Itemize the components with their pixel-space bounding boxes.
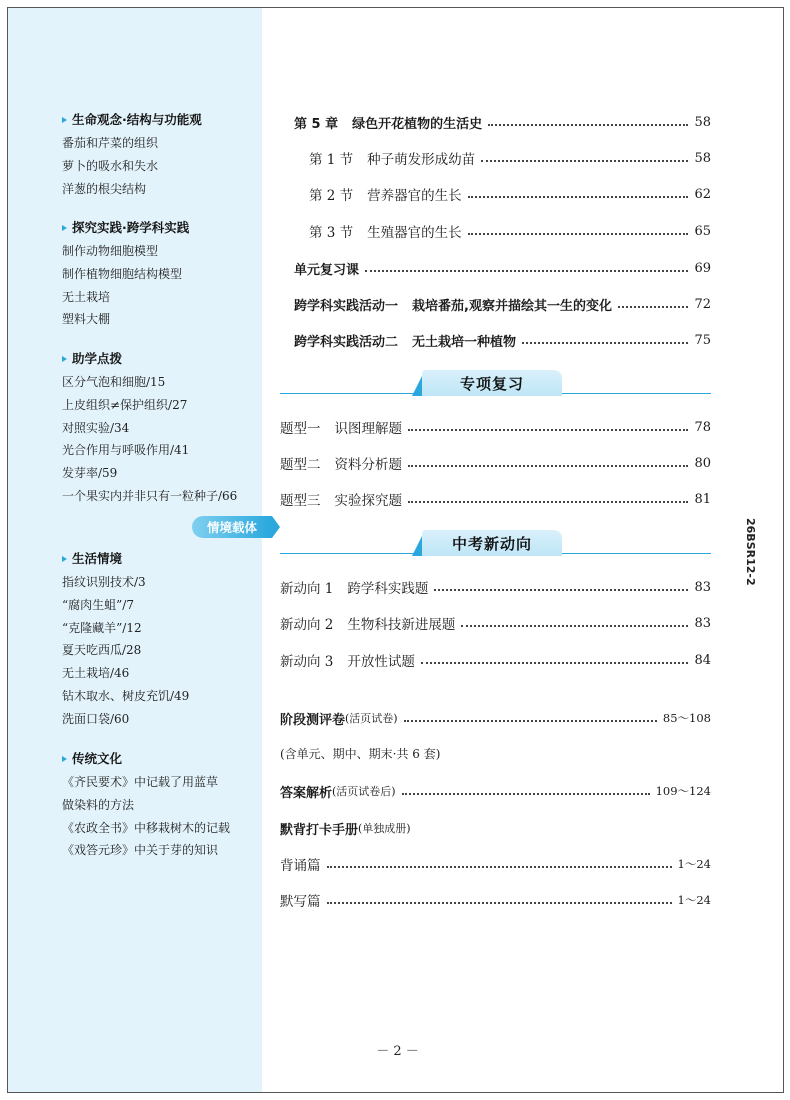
book-code: 26BSR12-2	[744, 518, 757, 586]
dot-leader	[402, 793, 650, 795]
section-label: 第 2 节	[309, 188, 354, 204]
toc-activity-row[interactable]	[294, 329, 711, 351]
dot-leader	[468, 196, 689, 198]
trend-title: 开放性试题	[347, 654, 415, 670]
toc-section-row[interactable]	[309, 147, 711, 169]
dot-leader	[618, 306, 688, 308]
trend-title: 跨学科实践题	[347, 581, 429, 597]
sidebar-item: 萝卜的吸水和失水	[62, 158, 159, 173]
sidebar-item: 区分气泡和细胞/15	[62, 375, 166, 389]
triangle-bullet-icon	[62, 356, 67, 362]
dot-leader	[488, 124, 688, 126]
answers-title: 答案解析	[280, 785, 333, 801]
page-ref: 72	[694, 296, 711, 312]
question-type-title: 资料分析题	[334, 457, 402, 473]
page-ref: 83	[694, 615, 711, 631]
sidebar-section-culture	[62, 747, 262, 862]
page-number: － 2 －	[376, 1044, 419, 1059]
review-title: 单元复习课	[294, 262, 360, 278]
banner-title: 专项复习	[422, 370, 562, 396]
page-ref: 58	[694, 150, 711, 166]
sidebar-item: 对照实验/34	[62, 420, 130, 435]
toc-question-type-row[interactable]	[280, 452, 711, 474]
sidebar-item: 番茄和芹菜的组织	[62, 136, 159, 150]
section-label: 第 3 节	[309, 225, 354, 241]
toc-section-row[interactable]	[309, 183, 711, 205]
page-ref: 81	[694, 491, 711, 507]
activity-label: 跨学科实践活动一	[294, 298, 399, 314]
page-ref: 65	[694, 223, 711, 239]
sidebar-item: 洗面口袋/60	[62, 711, 130, 726]
dot-leader	[327, 902, 672, 904]
toc-trend-row[interactable]	[280, 649, 711, 671]
sidebar-item: “腐肉生蛆”/7	[62, 597, 134, 612]
sidebar-section-title: 生活情境	[62, 547, 262, 571]
banner-title: 中考新动向	[422, 530, 562, 556]
sidebar-item: 《农政全书》中移栽树木的记载	[62, 820, 231, 835]
sidebar-section-title: 助学点拨	[62, 347, 262, 371]
dot-leader	[421, 662, 689, 664]
sidebar-item: 指纹识别技术/3	[62, 575, 146, 589]
sidebar-item: 无土栽培/46	[62, 666, 130, 681]
write-title: 默写篇	[280, 894, 321, 910]
page-ref: 80	[694, 455, 711, 471]
toc-question-type-row[interactable]	[280, 416, 711, 438]
sidebar-item: 上皮组织≠保护组织/27	[62, 397, 188, 412]
page-ref: 58	[694, 114, 711, 130]
toc-activity-row[interactable]	[294, 293, 711, 315]
chapter-label: 第 5 章	[294, 116, 339, 132]
sidebar-item: 制作植物细胞结构模型	[62, 266, 183, 281]
context-badge: 情境载体	[192, 516, 272, 538]
trend-label: 新动向 2	[280, 617, 334, 633]
sidebar-section-title: 传统文化	[62, 747, 262, 771]
triangle-bullet-icon	[62, 756, 67, 762]
page-ref: 85～108	[662, 711, 711, 725]
sidebar-section-title: 生命观念·结构与功能观	[62, 108, 262, 132]
sidebar-item: 光合作用与呼吸作用/41	[62, 443, 190, 458]
chapter-title: 绿色开花植物的生活史	[352, 116, 483, 132]
toc-write-row[interactable]	[280, 889, 711, 911]
dot-leader	[408, 465, 688, 467]
section-title: 生殖器官的生长	[367, 225, 462, 241]
sidebar-item: 洋葱的根尖结构	[62, 181, 147, 196]
sidebar-item: 夏天吃西瓜/28	[62, 643, 142, 658]
page-ref: 1～24	[677, 893, 711, 907]
trend-label: 新动向 1	[280, 581, 334, 597]
answers-note: (活页试卷后)	[332, 785, 396, 798]
recite-title: 背诵篇	[280, 858, 321, 874]
page-ref: 78	[694, 419, 711, 435]
dot-leader	[434, 589, 688, 591]
dot-leader	[404, 720, 657, 722]
sidebar-section-title: 探究实践·跨学科实践	[62, 216, 262, 240]
page-ref: 75	[694, 332, 711, 348]
section-label: 第 1 节	[309, 152, 354, 168]
sidebar-item: 《齐民要术》中记载了用蓝草	[62, 775, 219, 789]
sidebar-section-tips	[62, 347, 262, 508]
page-ref: 69	[694, 260, 711, 276]
tests-note: (活页试卷)	[345, 712, 398, 725]
triangle-bullet-icon	[62, 225, 67, 231]
toc-section-row[interactable]	[309, 220, 711, 242]
handbook-note: (单独成册)	[358, 822, 411, 835]
dot-leader	[327, 866, 672, 868]
banner-flag-icon	[412, 536, 422, 556]
sidebar-item: 无土栽培	[62, 289, 111, 304]
sidebar-item: “克隆藏羊”/12	[62, 620, 142, 635]
sidebar-item: 《戏答元珍》中关于芽的知识	[62, 843, 219, 858]
page-ref: 109～124	[655, 784, 711, 798]
question-type-title: 识图理解题	[334, 421, 402, 437]
banner-flag-icon	[412, 376, 422, 396]
section-title: 种子萌发形成幼苗	[367, 152, 476, 168]
toc-chapter-row[interactable]	[294, 111, 711, 133]
triangle-bullet-icon	[62, 556, 67, 562]
toc-tests-row[interactable]	[280, 707, 711, 729]
tests-subnote: (含单元、期中、期末·共 6 套)	[280, 747, 441, 761]
page-ref: 62	[694, 186, 711, 202]
handbook-title: 默背打卡手册	[280, 822, 359, 838]
toc-answers-row[interactable]	[280, 780, 711, 802]
sidebar-section-practice	[62, 216, 262, 331]
triangle-bullet-icon	[62, 117, 67, 123]
activity-label: 跨学科实践活动二	[294, 334, 399, 350]
special-review-banner	[280, 370, 711, 398]
toc-handbook-row[interactable]	[280, 817, 711, 839]
dot-leader	[522, 342, 688, 344]
trend-label: 新动向 3	[280, 654, 334, 670]
question-type-label: 题型三	[280, 493, 321, 509]
sidebar-item: 制作动物细胞模型	[62, 244, 159, 258]
section-title: 营养器官的生长	[367, 188, 462, 204]
sidebar-item: 塑料大棚	[62, 312, 111, 327]
sidebar-item: 钻木取水、树皮充饥/49	[62, 688, 190, 703]
toc-review-row[interactable]	[294, 257, 711, 279]
page-ref: 1～24	[677, 857, 711, 871]
page-ref: 83	[694, 579, 711, 595]
sidebar-section-life-context	[62, 547, 262, 731]
exam-trends-banner	[280, 530, 711, 558]
toc-trend-row[interactable]	[280, 576, 711, 598]
sidebar-item: 发芽率/59	[62, 466, 118, 481]
toc-question-type-row[interactable]	[280, 488, 711, 510]
dot-leader	[481, 160, 688, 162]
sidebar-item: 一个果实内并非只有一粒种子/66	[62, 488, 238, 503]
question-type-label: 题型二	[280, 457, 321, 473]
dot-leader	[365, 270, 688, 272]
activity-title: 无土栽培一种植物	[412, 334, 517, 350]
toc-trend-row[interactable]	[280, 612, 711, 634]
question-type-title: 实验探究题	[334, 493, 402, 509]
activity-title: 栽培番茄,观察并描绘其一生的变化	[412, 298, 612, 314]
trend-title: 生物科技新进展题	[347, 617, 456, 633]
dot-leader	[408, 429, 688, 431]
dot-leader	[468, 233, 689, 235]
toc-recite-row[interactable]	[280, 853, 711, 875]
page-ref: 84	[694, 652, 711, 668]
sidebar-section-life-concept	[62, 108, 262, 200]
dot-leader	[461, 625, 688, 627]
sidebar-item: 做染料的方法	[62, 797, 135, 812]
question-type-label: 题型一	[280, 421, 321, 437]
dot-leader	[408, 501, 688, 503]
tests-title: 阶段测评卷	[280, 712, 346, 728]
